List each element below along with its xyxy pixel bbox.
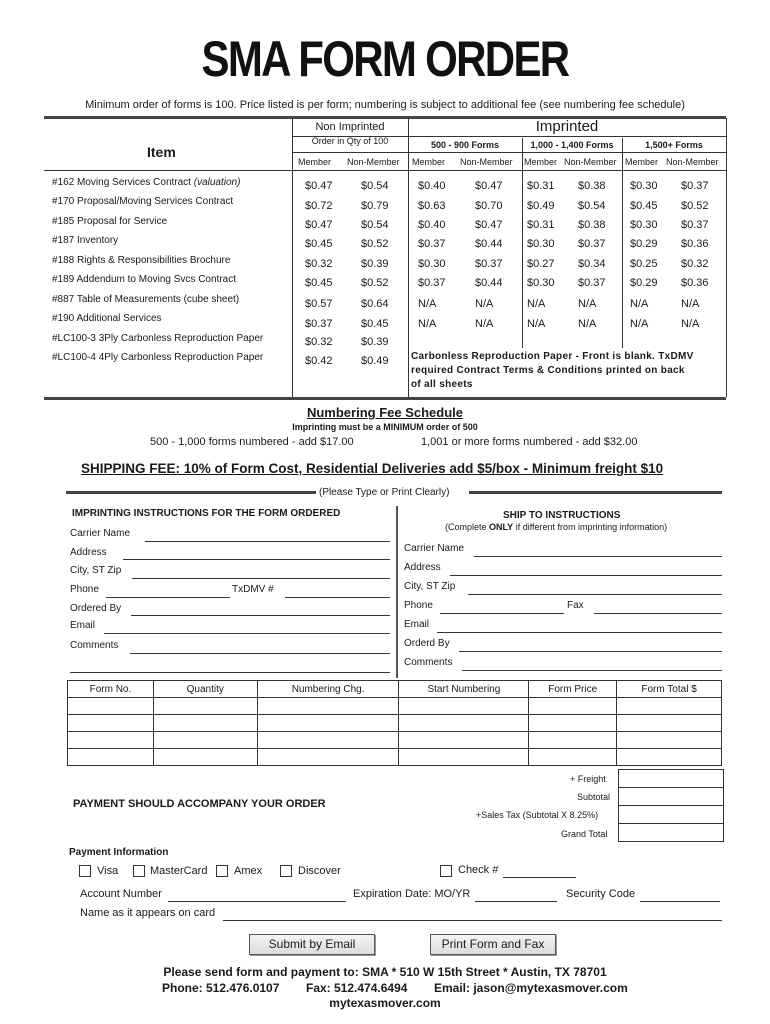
price-cell: $0.30	[527, 277, 555, 289]
ship-fax-label: Fax	[567, 600, 584, 611]
non-imprinted-header: Non Imprinted	[315, 121, 385, 133]
footer-email: Email: jason@mytexasmover.com	[434, 981, 628, 995]
order-header: Start Numbering	[399, 681, 529, 698]
price-cell: $0.52	[681, 200, 709, 212]
ship-fax-field[interactable]	[594, 613, 722, 614]
visa-checkbox[interactable]	[79, 865, 91, 877]
price-cell: $0.38	[578, 219, 606, 231]
order-cell[interactable]	[617, 732, 722, 749]
tier-header: 1,500+ Forms	[645, 140, 703, 150]
price-cell: $0.30	[630, 219, 658, 231]
freight-field[interactable]	[618, 769, 724, 788]
payment-heading: Payment Information	[69, 847, 169, 858]
price-cell: $0.38	[578, 180, 606, 192]
price-row-item-name: #188 Rights & Responsibilities Brochure	[52, 255, 231, 266]
ship-ordered-by-label: Orderd By	[404, 638, 450, 649]
non-member-label: Non-Member	[460, 157, 513, 167]
price-cell: $0.31	[527, 219, 555, 231]
price-cell: $0.52	[361, 277, 389, 289]
non-member-label: Non-Member	[564, 157, 617, 167]
security-code-label: Security Code	[566, 888, 636, 900]
order-cell[interactable]	[68, 732, 154, 749]
price-cell: N/A	[681, 298, 700, 310]
price-cell: $0.39	[361, 258, 389, 270]
price-row-item-name: #185 Proposal for Service	[52, 216, 168, 227]
city-label: City, ST Zip	[70, 565, 122, 576]
order-cell[interactable]	[153, 698, 257, 715]
price-row-item	[52, 177, 240, 188]
non-member-label: Non-Member	[347, 157, 400, 167]
price-cell: $0.63	[418, 200, 446, 212]
txdmv-label: TxDMV #	[232, 584, 274, 595]
ship-phone-label: Phone	[404, 600, 433, 611]
order-table	[67, 680, 722, 766]
tier-header: 1,000 - 1,400 Forms	[530, 140, 614, 150]
ship-ordered-by-field[interactable]	[459, 651, 722, 652]
price-cell: $0.40	[418, 180, 446, 192]
phone-field[interactable]	[106, 597, 230, 598]
order-header: Form Total $	[617, 681, 722, 698]
price-row-item	[52, 352, 263, 363]
order-cell[interactable]	[617, 749, 722, 766]
price-cell: $0.52	[361, 238, 389, 250]
price-cell: $0.37	[418, 238, 446, 250]
price-cell: $0.54	[578, 200, 606, 212]
address-label: Address	[70, 547, 107, 558]
minimum-order-note: Minimum order of forms is 100. Price listed is per form; numbering is subject to additional fee (see numbering fee schedule)	[85, 99, 685, 111]
price-cell: $0.49	[527, 200, 555, 212]
price-cell: $0.44	[475, 277, 503, 289]
subtotal-field[interactable]	[618, 787, 724, 806]
footer-phone: Phone: 512.476.0107	[162, 981, 280, 995]
name-on-card-label: Name as it appears on card	[80, 907, 216, 919]
order-header: Form No.	[68, 681, 154, 698]
imprinting-heading: IMPRINTING INSTRUCTIONS FOR THE FORM ORDERED	[72, 508, 341, 519]
price-cell: $0.25	[630, 258, 658, 270]
member-label: Member	[298, 157, 332, 167]
price-cell: $0.37	[578, 277, 606, 289]
order-cell[interactable]	[529, 715, 617, 732]
price-cell: N/A	[418, 298, 437, 310]
price-cell: N/A	[630, 298, 649, 310]
price-cell: $0.37	[681, 219, 709, 231]
order-header: Quantity	[153, 681, 257, 698]
account-number-label: Account Number	[80, 888, 162, 900]
check-number-field[interactable]	[503, 877, 576, 878]
subtotal-label: Subtotal	[577, 792, 611, 802]
footer-address: Please send form and payment to: SMA * 510 W 15th Street * Austin, TX 78701	[163, 965, 607, 979]
price-row-item-name: #190 Additional Services	[52, 313, 162, 324]
order-cell[interactable]	[529, 749, 617, 766]
order-cell[interactable]	[153, 749, 257, 766]
member-label: Member	[412, 157, 446, 167]
order-cell[interactable]	[399, 698, 529, 715]
sales-tax-field[interactable]	[618, 805, 724, 824]
price-cell: $0.45	[305, 277, 333, 289]
amex-label: Amex	[234, 865, 263, 877]
numbering-fee-2: 1,001 or more forms numbered - add $32.00	[421, 436, 638, 448]
price-cell: $0.49	[361, 355, 389, 367]
ship-email-label: Email	[404, 619, 430, 630]
order-cell[interactable]	[529, 698, 617, 715]
price-cell: $0.30	[630, 180, 658, 192]
price-cell: N/A	[475, 318, 494, 330]
footer-website: mytexasmover.com	[329, 996, 441, 1010]
discover-label: Discover	[298, 865, 341, 877]
email-label: Email	[70, 620, 96, 631]
carbonless-note: required Contract Terms & Conditions printed on back	[411, 365, 685, 376]
price-cell: $0.27	[527, 258, 555, 270]
account-number-field[interactable]	[168, 901, 346, 902]
order-cell[interactable]	[257, 715, 399, 732]
visa-label: Visa	[97, 865, 119, 877]
price-cell: $0.29	[630, 277, 658, 289]
price-row-item-name: #162 Moving Services Contract	[52, 177, 194, 188]
print-clearly-note: (Please Type or Print Clearly)	[319, 487, 450, 498]
sales-tax-label: +Sales Tax (Subtotal X 8.25%)	[476, 810, 599, 820]
shipping-fee: SHIPPING FEE: 10% of Form Cost, Residential Deliveries add $5/box - Minimum freight $10	[81, 461, 664, 476]
order-header: Form Price	[529, 681, 617, 698]
numbering-fee-1: 500 - 1,000 forms numbered - add $17.00	[150, 436, 354, 448]
order-header: Numbering Chg.	[257, 681, 399, 698]
price-cell: $0.54	[361, 180, 389, 192]
price-row-item	[52, 235, 118, 246]
order-cell[interactable]	[617, 715, 722, 732]
price-row-item	[52, 196, 233, 207]
order-cell[interactable]	[68, 749, 154, 766]
ship-comments-label: Comments	[404, 657, 453, 668]
discover-checkbox[interactable]	[280, 865, 292, 877]
price-cell: $0.45	[630, 200, 658, 212]
order-cell[interactable]	[617, 698, 722, 715]
tier-header: 500 - 900 Forms	[430, 140, 500, 150]
grand-total-label: Grand Total	[561, 829, 608, 839]
price-cell: $0.30	[527, 238, 555, 250]
security-code-field[interactable]	[640, 901, 720, 902]
price-cell: $0.40	[418, 219, 446, 231]
price-row-item-name: #170 Proposal/Moving Services Contract	[52, 196, 234, 207]
item-header: Item	[147, 144, 176, 160]
price-cell: $0.31	[527, 180, 555, 192]
comments-field-line2[interactable]	[70, 672, 390, 673]
check-checkbox[interactable]	[440, 865, 452, 877]
check-label: Check #	[458, 864, 499, 876]
ship-carrier-label: Carrier Name	[404, 543, 465, 554]
ordered-by-label: Ordered By	[70, 603, 122, 614]
member-label: Member	[625, 157, 659, 167]
price-cell: $0.70	[475, 200, 503, 212]
price-cell: $0.45	[305, 238, 333, 250]
grand-total-field[interactable]	[618, 823, 724, 842]
comments-field[interactable]	[130, 653, 390, 654]
price-row-item	[52, 333, 263, 344]
order-cell[interactable]	[399, 749, 529, 766]
order-cell[interactable]	[257, 732, 399, 749]
order-cell[interactable]	[68, 698, 154, 715]
price-cell: $0.37	[305, 318, 333, 330]
price-cell: $0.47	[475, 180, 503, 192]
price-cell: $0.36	[681, 277, 709, 289]
ship-email-field[interactable]	[437, 632, 722, 633]
price-cell: N/A	[578, 318, 597, 330]
price-cell: N/A	[578, 298, 597, 310]
price-cell: $0.45	[361, 318, 389, 330]
ship-phone-field[interactable]	[440, 613, 564, 614]
price-row-item	[52, 274, 236, 285]
carrier-name-label: Carrier Name	[70, 528, 131, 539]
email-field[interactable]	[104, 633, 390, 634]
numbering-fee-title: Numbering Fee Schedule	[306, 405, 464, 420]
price-cell: $0.72	[305, 200, 333, 212]
carbonless-note: Carbonless Reproduction Paper - Front is blank. TxDMV	[411, 351, 694, 362]
print-fax-button[interactable]: Print Form and Fax	[430, 934, 556, 955]
order-cell[interactable]	[529, 732, 617, 749]
ship-address-label: Address	[404, 562, 441, 573]
order-cell[interactable]	[257, 749, 399, 766]
price-cell: $0.37	[418, 277, 446, 289]
price-row-item	[52, 216, 167, 227]
price-row-item-name: #189 Addendum to Moving Svcs Contract	[52, 274, 236, 285]
price-row-item-name: #LC100-3 3Ply Carbonless Reproduction Paper	[52, 333, 264, 344]
price-cell: $0.34	[578, 258, 606, 270]
order-qty-note: Order in Qty of 100	[311, 136, 389, 146]
footer-fax: Fax: 512.474.6494	[306, 981, 408, 995]
order-cell[interactable]	[153, 732, 257, 749]
price-cell: $0.36	[681, 238, 709, 250]
ordered-by-field[interactable]	[131, 615, 390, 616]
price-cell: $0.32	[681, 258, 709, 270]
price-cell: $0.47	[305, 180, 333, 192]
price-cell: $0.37	[681, 180, 709, 192]
price-row-item-note: (valuation)	[193, 177, 241, 188]
order-cell[interactable]	[153, 715, 257, 732]
non-member-label: Non-Member	[666, 157, 719, 167]
price-cell: N/A	[527, 298, 546, 310]
member-label: Member	[524, 157, 558, 167]
price-cell: $0.44	[475, 238, 503, 250]
txdmv-field[interactable]	[285, 597, 390, 598]
expiration-field[interactable]	[475, 901, 557, 902]
price-row-item	[52, 313, 162, 324]
submit-email-button[interactable]: Submit by Email	[249, 934, 375, 955]
ship-to-note: (Complete ONLY if different from imprinting information)	[445, 522, 668, 532]
mastercard-label: MasterCard	[150, 865, 208, 877]
price-cell: $0.54	[361, 219, 389, 231]
ship-comments-field[interactable]	[462, 670, 722, 671]
price-row-item-name: #887 Table of Measurements (cube sheet)	[52, 294, 240, 305]
price-cell: N/A	[681, 318, 700, 330]
price-cell: N/A	[630, 318, 649, 330]
phone-label: Phone	[70, 584, 99, 595]
order-cell[interactable]	[68, 715, 154, 732]
mastercard-checkbox[interactable]	[133, 865, 145, 877]
city-field[interactable]	[132, 578, 390, 579]
imprinted-header: Imprinted	[535, 118, 599, 135]
price-row-item	[52, 255, 230, 266]
price-cell: $0.57	[305, 298, 333, 310]
name-on-card-field[interactable]	[223, 920, 722, 921]
amex-checkbox[interactable]	[216, 865, 228, 877]
price-cell: $0.79	[361, 200, 389, 212]
price-cell: $0.29	[630, 238, 658, 250]
ship-city-field[interactable]	[468, 594, 722, 595]
payment-accompany-note: PAYMENT SHOULD ACCOMPANY YOUR ORDER	[73, 798, 326, 810]
comments-label: Comments	[70, 640, 119, 651]
price-cell: $0.47	[305, 219, 333, 231]
price-cell: $0.32	[305, 258, 333, 270]
price-row-item	[52, 294, 239, 305]
expiration-label: Expiration Date: MO/YR	[353, 888, 471, 900]
order-cell[interactable]	[399, 732, 529, 749]
carbonless-note: of all sheets	[411, 379, 473, 390]
price-cell: $0.37	[578, 238, 606, 250]
price-cell: $0.39	[361, 336, 389, 348]
ship-carrier-field[interactable]	[474, 556, 722, 557]
order-cell[interactable]	[257, 698, 399, 715]
price-cell: $0.30	[418, 258, 446, 270]
price-cell: N/A	[475, 298, 494, 310]
price-row-item-name: #187 Inventory	[52, 235, 119, 246]
price-cell: N/A	[527, 318, 546, 330]
carrier-name-field[interactable]	[145, 541, 390, 542]
price-cell: $0.47	[475, 219, 503, 231]
price-cell: $0.42	[305, 355, 333, 367]
price-row-item-name: #LC100-4 4Ply Carbonless Reproduction Paper	[52, 352, 264, 363]
freight-label: + Freight	[570, 774, 606, 784]
ship-to-heading: SHIP TO INSTRUCTIONS	[503, 510, 621, 521]
price-cell: N/A	[418, 318, 437, 330]
price-cell: $0.64	[361, 298, 389, 310]
ship-address-field[interactable]	[450, 575, 722, 576]
page-title: SMA FORM ORDER	[201, 31, 569, 87]
price-cell: $0.32	[305, 336, 333, 348]
ship-city-label: City, ST Zip	[404, 581, 456, 592]
order-cell[interactable]	[399, 715, 529, 732]
address-field[interactable]	[123, 559, 390, 560]
numbering-minimum: Imprinting must be a MINIMUM order of 500	[292, 422, 478, 432]
price-cell: $0.37	[475, 258, 503, 270]
